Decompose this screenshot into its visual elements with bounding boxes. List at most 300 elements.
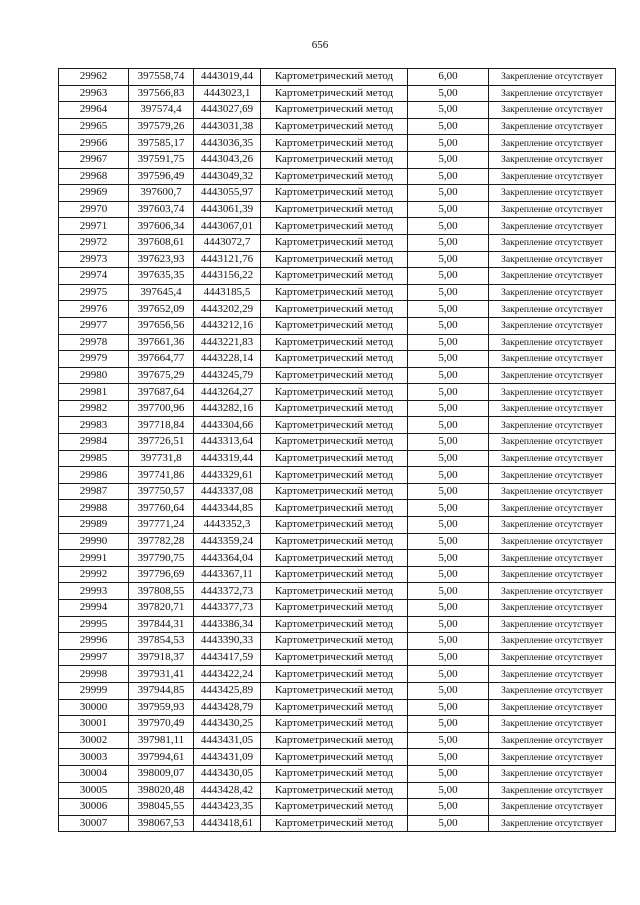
accuracy-cell: 5,00: [408, 400, 489, 417]
accuracy-cell: 5,00: [408, 716, 489, 733]
y-coordinate-cell: 4443364,04: [194, 550, 261, 567]
method-cell: Картометрический метод: [261, 483, 408, 500]
accuracy-cell: 5,00: [408, 434, 489, 451]
fixation-cell: Закрепление отсутствует: [489, 434, 616, 451]
y-coordinate-cell: 4443202,29: [194, 301, 261, 318]
fixation-cell: Закрепление отсутствует: [489, 699, 616, 716]
y-coordinate-cell: 4443121,76: [194, 251, 261, 268]
method-cell: Картометрический метод: [261, 467, 408, 484]
method-cell: Картометрический метод: [261, 500, 408, 517]
table-row: [59, 284, 616, 301]
x-coordinate-cell: 397661,36: [129, 334, 194, 351]
method-cell: Картометрический метод: [261, 367, 408, 384]
fixation-cell: Закрепление отсутствует: [489, 351, 616, 368]
y-coordinate-cell: 4443386,34: [194, 616, 261, 633]
method-cell: Картометрический метод: [261, 583, 408, 600]
table-row: [59, 649, 616, 666]
fixation-cell: Закрепление отсутствует: [489, 483, 616, 500]
fixation-cell: Закрепление отсутствует: [489, 301, 616, 318]
method-cell: Картометрический метод: [261, 533, 408, 550]
point-number-cell: 29973: [59, 251, 129, 268]
accuracy-cell: 5,00: [408, 467, 489, 484]
point-number-cell: 29972: [59, 234, 129, 251]
fixation-cell: Закрепление отсутствует: [489, 251, 616, 268]
fixation-cell: Закрепление отсутствует: [489, 417, 616, 434]
method-cell: Картометрический метод: [261, 384, 408, 401]
table-row: [59, 135, 616, 152]
x-coordinate-cell: 397566,83: [129, 85, 194, 102]
table-row: [59, 301, 616, 318]
point-number-cell: 30005: [59, 782, 129, 799]
x-coordinate-cell: 397687,64: [129, 384, 194, 401]
x-coordinate-cell: 397558,74: [129, 69, 194, 86]
table-row: [59, 268, 616, 285]
x-coordinate-cell: 397675,29: [129, 367, 194, 384]
table-row: [59, 334, 616, 351]
point-number-cell: 29963: [59, 85, 129, 102]
y-coordinate-cell: 4443221,83: [194, 334, 261, 351]
point-number-cell: 29964: [59, 102, 129, 119]
table-body: [59, 69, 616, 832]
accuracy-cell: 5,00: [408, 765, 489, 782]
fixation-cell: Закрепление отсутствует: [489, 633, 616, 650]
fixation-cell: Закрепление отсутствует: [489, 135, 616, 152]
y-coordinate-cell: 4443228,14: [194, 351, 261, 368]
x-coordinate-cell: 397782,28: [129, 533, 194, 550]
method-cell: Картометрический метод: [261, 782, 408, 799]
point-number-cell: 29971: [59, 218, 129, 235]
y-coordinate-cell: 4443367,11: [194, 566, 261, 583]
point-number-cell: 29966: [59, 135, 129, 152]
point-number-cell: 30006: [59, 799, 129, 816]
y-coordinate-cell: 4443212,16: [194, 317, 261, 334]
fixation-cell: Закрепление отсутствует: [489, 765, 616, 782]
point-number-cell: 29986: [59, 467, 129, 484]
table-row: [59, 69, 616, 86]
table-row: [59, 168, 616, 185]
table-row: [59, 317, 616, 334]
table-row: [59, 467, 616, 484]
accuracy-cell: 5,00: [408, 550, 489, 567]
accuracy-cell: 5,00: [408, 517, 489, 534]
method-cell: Картометрический метод: [261, 85, 408, 102]
table-row: [59, 483, 616, 500]
table-row: [59, 633, 616, 650]
method-cell: Картометрический метод: [261, 550, 408, 567]
x-coordinate-cell: 397731,8: [129, 450, 194, 467]
fixation-cell: Закрепление отсутствует: [489, 151, 616, 168]
table-row: [59, 384, 616, 401]
y-coordinate-cell: 4443423,35: [194, 799, 261, 816]
accuracy-cell: 5,00: [408, 168, 489, 185]
method-cell: Картометрический метод: [261, 168, 408, 185]
y-coordinate-cell: 4443061,39: [194, 201, 261, 218]
fixation-cell: Закрепление отсутствует: [489, 666, 616, 683]
table-row: [59, 85, 616, 102]
table-row: [59, 799, 616, 816]
y-coordinate-cell: 4443319,44: [194, 450, 261, 467]
x-coordinate-cell: 397931,41: [129, 666, 194, 683]
fixation-cell: Закрепление отсутствует: [489, 583, 616, 600]
fixation-cell: Закрепление отсутствует: [489, 102, 616, 119]
y-coordinate-cell: 4443431,05: [194, 732, 261, 749]
x-coordinate-cell: 397970,49: [129, 716, 194, 733]
point-number-cell: 29999: [59, 682, 129, 699]
y-coordinate-cell: 4443425,89: [194, 682, 261, 699]
fixation-cell: Закрепление отсутствует: [489, 234, 616, 251]
method-cell: Картометрический метод: [261, 434, 408, 451]
method-cell: Картометрический метод: [261, 649, 408, 666]
fixation-cell: Закрепление отсутствует: [489, 682, 616, 699]
point-number-cell: 29975: [59, 284, 129, 301]
method-cell: Картометрический метод: [261, 616, 408, 633]
accuracy-cell: 5,00: [408, 732, 489, 749]
table-row: [59, 533, 616, 550]
table-row: [59, 550, 616, 567]
x-coordinate-cell: 397591,75: [129, 151, 194, 168]
method-cell: Картометрический метод: [261, 102, 408, 119]
y-coordinate-cell: 4443390,33: [194, 633, 261, 650]
fixation-cell: Закрепление отсутствует: [489, 218, 616, 235]
table-row: [59, 450, 616, 467]
accuracy-cell: 5,00: [408, 483, 489, 500]
y-coordinate-cell: 4443372,73: [194, 583, 261, 600]
table-row: [59, 102, 616, 119]
fixation-cell: Закрепление отсутствует: [489, 185, 616, 202]
fixation-cell: Закрепление отсутствует: [489, 118, 616, 135]
x-coordinate-cell: 397820,71: [129, 600, 194, 617]
x-coordinate-cell: 398009,07: [129, 765, 194, 782]
x-coordinate-cell: 397741,86: [129, 467, 194, 484]
x-coordinate-cell: 397790,75: [129, 550, 194, 567]
fixation-cell: Закрепление отсутствует: [489, 201, 616, 218]
accuracy-cell: 5,00: [408, 251, 489, 268]
y-coordinate-cell: 4443359,24: [194, 533, 261, 550]
point-number-cell: 29992: [59, 566, 129, 583]
accuracy-cell: 5,00: [408, 218, 489, 235]
method-cell: Картометрический метод: [261, 450, 408, 467]
x-coordinate-cell: 397796,69: [129, 566, 194, 583]
method-cell: Картометрический метод: [261, 135, 408, 152]
x-coordinate-cell: 397760,64: [129, 500, 194, 517]
fixation-cell: Закрепление отсутствует: [489, 616, 616, 633]
fixation-cell: Закрепление отсутствует: [489, 550, 616, 567]
point-number-cell: 29982: [59, 400, 129, 417]
point-number-cell: 29993: [59, 583, 129, 600]
accuracy-cell: 5,00: [408, 201, 489, 218]
table-row: [59, 682, 616, 699]
table-row: [59, 716, 616, 733]
method-cell: Картометрический метод: [261, 334, 408, 351]
method-cell: Картометрический метод: [261, 118, 408, 135]
accuracy-cell: 5,00: [408, 633, 489, 650]
accuracy-cell: 5,00: [408, 102, 489, 119]
y-coordinate-cell: 4443313,64: [194, 434, 261, 451]
x-coordinate-cell: 397994,61: [129, 749, 194, 766]
accuracy-cell: 5,00: [408, 616, 489, 633]
point-number-cell: 29962: [59, 69, 129, 86]
y-coordinate-cell: 4443043,26: [194, 151, 261, 168]
accuracy-cell: 5,00: [408, 151, 489, 168]
method-cell: Картометрический метод: [261, 799, 408, 816]
point-number-cell: 29997: [59, 649, 129, 666]
table-row: [59, 201, 616, 218]
accuracy-cell: 5,00: [408, 301, 489, 318]
fixation-cell: Закрепление отсутствует: [489, 649, 616, 666]
x-coordinate-cell: 397808,55: [129, 583, 194, 600]
accuracy-cell: 5,00: [408, 268, 489, 285]
x-coordinate-cell: 397652,09: [129, 301, 194, 318]
fixation-cell: Закрепление отсутствует: [489, 268, 616, 285]
x-coordinate-cell: 397726,51: [129, 434, 194, 451]
fixation-cell: Закрепление отсутствует: [489, 317, 616, 334]
fixation-cell: Закрепление отсутствует: [489, 284, 616, 301]
method-cell: Картометрический метод: [261, 284, 408, 301]
table-row: [59, 583, 616, 600]
method-cell: Картометрический метод: [261, 417, 408, 434]
x-coordinate-cell: 397606,34: [129, 218, 194, 235]
method-cell: Картометрический метод: [261, 716, 408, 733]
point-number-cell: 29988: [59, 500, 129, 517]
table-row: [59, 749, 616, 766]
fixation-cell: Закрепление отсутствует: [489, 85, 616, 102]
table-row: [59, 417, 616, 434]
method-cell: Картометрический метод: [261, 218, 408, 235]
accuracy-cell: 5,00: [408, 417, 489, 434]
x-coordinate-cell: 397844,31: [129, 616, 194, 633]
y-coordinate-cell: 4443027,69: [194, 102, 261, 119]
method-cell: Картометрический метод: [261, 732, 408, 749]
table-row: [59, 600, 616, 617]
method-cell: Картометрический метод: [261, 666, 408, 683]
y-coordinate-cell: 4443036,35: [194, 135, 261, 152]
x-coordinate-cell: 397645,4: [129, 284, 194, 301]
y-coordinate-cell: 4443430,25: [194, 716, 261, 733]
y-coordinate-cell: 4443418,61: [194, 815, 261, 832]
y-coordinate-cell: 4443344,85: [194, 500, 261, 517]
fixation-cell: Закрепление отсутствует: [489, 799, 616, 816]
accuracy-cell: 5,00: [408, 334, 489, 351]
accuracy-cell: 5,00: [408, 649, 489, 666]
y-coordinate-cell: 4443019,44: [194, 69, 261, 86]
table-row: [59, 517, 616, 534]
accuracy-cell: 5,00: [408, 317, 489, 334]
accuracy-cell: 5,00: [408, 85, 489, 102]
point-number-cell: 29991: [59, 550, 129, 567]
point-number-cell: 29965: [59, 118, 129, 135]
fixation-cell: Закрепление отсутствует: [489, 517, 616, 534]
point-number-cell: 30007: [59, 815, 129, 832]
accuracy-cell: 5,00: [408, 782, 489, 799]
x-coordinate-cell: 397771,24: [129, 517, 194, 534]
point-number-cell: 29968: [59, 168, 129, 185]
method-cell: Картометрический метод: [261, 517, 408, 534]
point-number-cell: 29995: [59, 616, 129, 633]
point-number-cell: 29981: [59, 384, 129, 401]
y-coordinate-cell: 4443072,7: [194, 234, 261, 251]
point-number-cell: 29967: [59, 151, 129, 168]
point-number-cell: 29980: [59, 367, 129, 384]
table-row: [59, 782, 616, 799]
accuracy-cell: 5,00: [408, 583, 489, 600]
table-row: [59, 151, 616, 168]
coordinates-table-container: [58, 68, 616, 832]
x-coordinate-cell: 397635,35: [129, 268, 194, 285]
x-coordinate-cell: 397944,85: [129, 682, 194, 699]
table-row: [59, 815, 616, 832]
accuracy-cell: 5,00: [408, 666, 489, 683]
fixation-cell: Закрепление отсутствует: [489, 749, 616, 766]
accuracy-cell: 5,00: [408, 815, 489, 832]
x-coordinate-cell: 397700,96: [129, 400, 194, 417]
x-coordinate-cell: 397664,77: [129, 351, 194, 368]
y-coordinate-cell: 4443417,59: [194, 649, 261, 666]
x-coordinate-cell: 397585,17: [129, 135, 194, 152]
y-coordinate-cell: 4443428,42: [194, 782, 261, 799]
accuracy-cell: 5,00: [408, 533, 489, 550]
accuracy-cell: 5,00: [408, 185, 489, 202]
accuracy-cell: 6,00: [408, 69, 489, 86]
table-row: [59, 616, 616, 633]
y-coordinate-cell: 4443049,32: [194, 168, 261, 185]
x-coordinate-cell: 397718,84: [129, 417, 194, 434]
fixation-cell: Закрепление отсутствует: [489, 168, 616, 185]
accuracy-cell: 5,00: [408, 118, 489, 135]
page-number: 656: [311, 39, 329, 51]
method-cell: Картометрический метод: [261, 301, 408, 318]
accuracy-cell: 5,00: [408, 135, 489, 152]
fixation-cell: Закрепление отсутствует: [489, 367, 616, 384]
x-coordinate-cell: 397959,93: [129, 699, 194, 716]
point-number-cell: 29969: [59, 185, 129, 202]
table-row: [59, 699, 616, 716]
point-number-cell: 30003: [59, 749, 129, 766]
accuracy-cell: 5,00: [408, 234, 489, 251]
table-row: [59, 118, 616, 135]
point-number-cell: 29994: [59, 600, 129, 617]
accuracy-cell: 5,00: [408, 749, 489, 766]
x-coordinate-cell: 397608,61: [129, 234, 194, 251]
table-row: [59, 400, 616, 417]
accuracy-cell: 5,00: [408, 699, 489, 716]
table-row: [59, 367, 616, 384]
point-number-cell: 29984: [59, 434, 129, 451]
fixation-cell: Закрепление отсутствует: [489, 716, 616, 733]
accuracy-cell: 5,00: [408, 500, 489, 517]
point-number-cell: 29978: [59, 334, 129, 351]
x-coordinate-cell: 397656,56: [129, 317, 194, 334]
method-cell: Картометрический метод: [261, 566, 408, 583]
fixation-cell: Закрепление отсутствует: [489, 600, 616, 617]
point-number-cell: 29985: [59, 450, 129, 467]
fixation-cell: Закрепление отсутствует: [489, 400, 616, 417]
accuracy-cell: 5,00: [408, 450, 489, 467]
point-number-cell: 30002: [59, 732, 129, 749]
fixation-cell: Закрепление отсутствует: [489, 782, 616, 799]
method-cell: Картометрический метод: [261, 765, 408, 782]
method-cell: Картометрический метод: [261, 251, 408, 268]
y-coordinate-cell: 4443185,5: [194, 284, 261, 301]
method-cell: Картометрический метод: [261, 268, 408, 285]
table-row: [59, 566, 616, 583]
x-coordinate-cell: 397574,4: [129, 102, 194, 119]
table-row: [59, 351, 616, 368]
x-coordinate-cell: 397623,93: [129, 251, 194, 268]
table-row: [59, 666, 616, 683]
method-cell: Картометрический метод: [261, 69, 408, 86]
fixation-cell: Закрепление отсутствует: [489, 384, 616, 401]
point-number-cell: 29977: [59, 317, 129, 334]
fixation-cell: Закрепление отсутствует: [489, 69, 616, 86]
y-coordinate-cell: 4443329,61: [194, 467, 261, 484]
point-number-cell: 29983: [59, 417, 129, 434]
accuracy-cell: 5,00: [408, 284, 489, 301]
y-coordinate-cell: 4443023,1: [194, 85, 261, 102]
point-number-cell: 30000: [59, 699, 129, 716]
y-coordinate-cell: 4443428,79: [194, 699, 261, 716]
accuracy-cell: 5,00: [408, 600, 489, 617]
y-coordinate-cell: 4443156,22: [194, 268, 261, 285]
fixation-cell: Закрепление отсутствует: [489, 732, 616, 749]
table-row: [59, 732, 616, 749]
method-cell: Картометрический метод: [261, 234, 408, 251]
point-number-cell: 29987: [59, 483, 129, 500]
table-row: [59, 434, 616, 451]
accuracy-cell: 5,00: [408, 566, 489, 583]
x-coordinate-cell: 397603,74: [129, 201, 194, 218]
x-coordinate-cell: 397854,53: [129, 633, 194, 650]
coordinates-table: [58, 68, 616, 832]
x-coordinate-cell: 398045,55: [129, 799, 194, 816]
fixation-cell: Закрепление отсутствует: [489, 450, 616, 467]
y-coordinate-cell: 4443422,24: [194, 666, 261, 683]
table-row: [59, 765, 616, 782]
method-cell: Картометрический метод: [261, 633, 408, 650]
point-number-cell: 29990: [59, 533, 129, 550]
point-number-cell: 29989: [59, 517, 129, 534]
accuracy-cell: 5,00: [408, 367, 489, 384]
x-coordinate-cell: 398020,48: [129, 782, 194, 799]
y-coordinate-cell: 4443264,27: [194, 384, 261, 401]
y-coordinate-cell: 4443031,38: [194, 118, 261, 135]
method-cell: Картометрический метод: [261, 151, 408, 168]
y-coordinate-cell: 4443245,79: [194, 367, 261, 384]
method-cell: Картометрический метод: [261, 815, 408, 832]
method-cell: Картометрический метод: [261, 682, 408, 699]
method-cell: Картометрический метод: [261, 185, 408, 202]
x-coordinate-cell: 397596,49: [129, 168, 194, 185]
x-coordinate-cell: 397750,57: [129, 483, 194, 500]
point-number-cell: 29998: [59, 666, 129, 683]
method-cell: Картометрический метод: [261, 699, 408, 716]
y-coordinate-cell: 4443055,97: [194, 185, 261, 202]
fixation-cell: Закрепление отсутствует: [489, 566, 616, 583]
point-number-cell: 30001: [59, 716, 129, 733]
y-coordinate-cell: 4443352,3: [194, 517, 261, 534]
accuracy-cell: 5,00: [408, 384, 489, 401]
y-coordinate-cell: 4443377,73: [194, 600, 261, 617]
x-coordinate-cell: 398067,53: [129, 815, 194, 832]
x-coordinate-cell: 397981,11: [129, 732, 194, 749]
point-number-cell: 29996: [59, 633, 129, 650]
point-number-cell: 29979: [59, 351, 129, 368]
fixation-cell: Закрепление отсутствует: [489, 815, 616, 832]
fixation-cell: Закрепление отсутствует: [489, 533, 616, 550]
fixation-cell: Закрепление отсутствует: [489, 467, 616, 484]
method-cell: Картометрический метод: [261, 317, 408, 334]
y-coordinate-cell: 4443337,08: [194, 483, 261, 500]
x-coordinate-cell: 397579,26: [129, 118, 194, 135]
